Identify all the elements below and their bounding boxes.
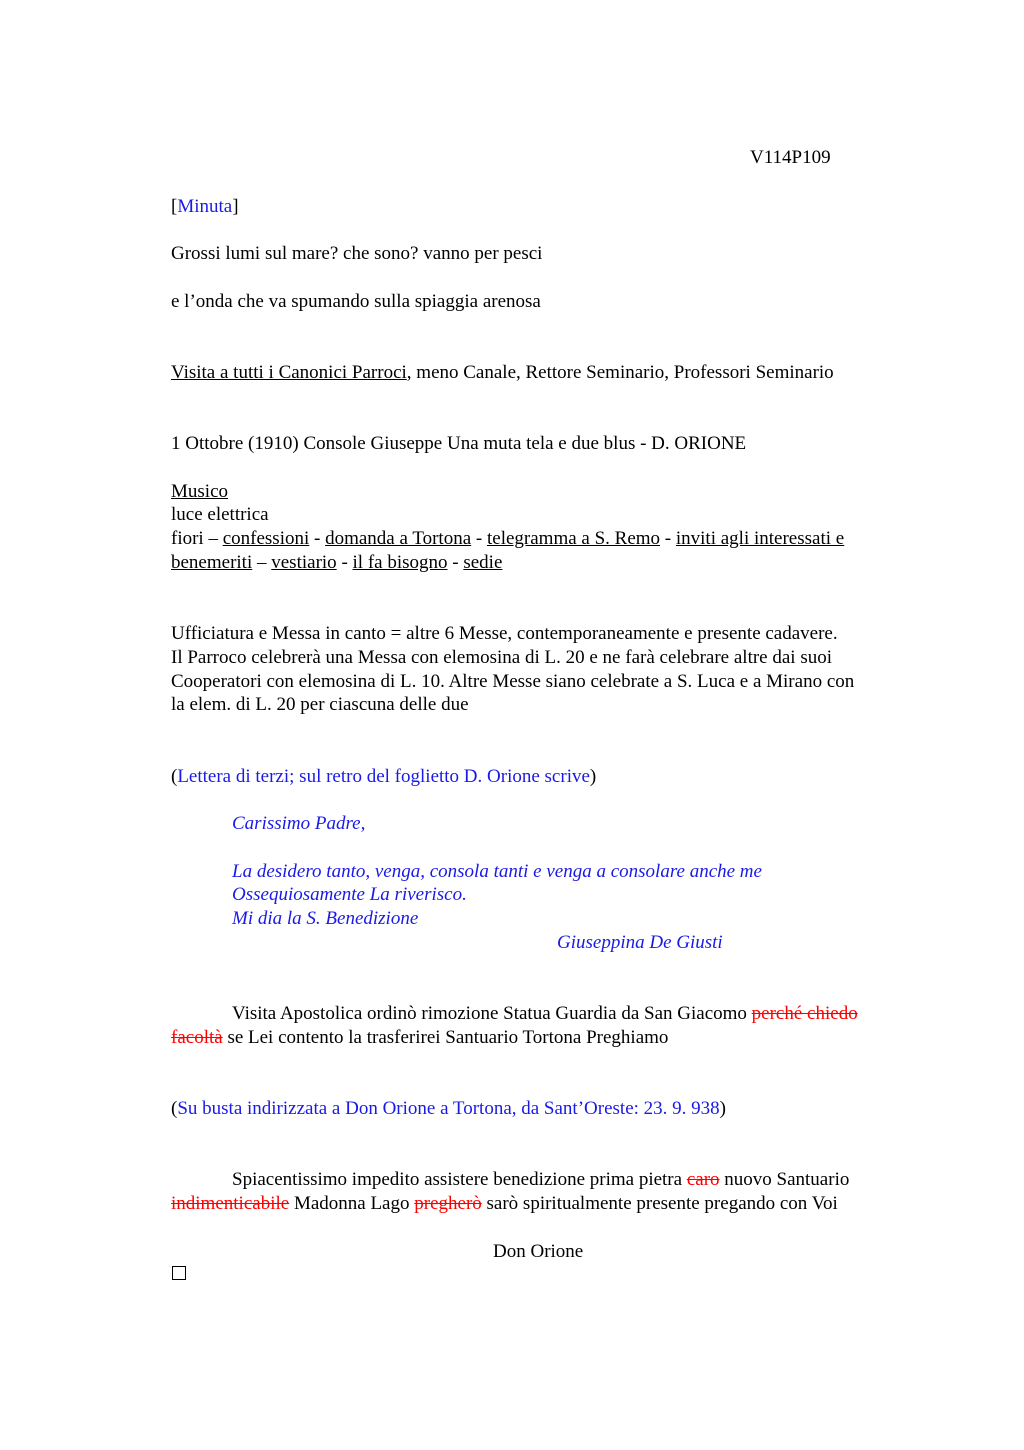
telegramma: telegramma a S. Remo [486,528,661,549]
telegram2-text: sarò spiritualmente presente pregando con Voi [481,1193,838,1214]
sedie: sedie [463,552,503,573]
telegram1-text: Visita Apostolica ordinò rimozione Statua Guardia da San Giacomo [232,1003,752,1024]
vestiario: vestiario [271,552,337,573]
ufficiatura-line-1: Ufficiatura e Messa in canto = altre 6 Messe, contemporaneamente e presente cadavere. [171,623,838,644]
separator: - [309,528,326,549]
lettera-note [171,765,596,789]
fiori-prefix: fiori – [171,528,223,549]
ottobre-line: 1 Ottobre (1910) Console Giuseppe Una muta tela e due blus - D. ORIONE [171,433,747,454]
lettera-note-text: Lettera di terzi; sul retro del foglietto D. Orione scrive [177,766,590,787]
telegram1-line-1 [232,1002,858,1026]
bracket-close: ] [232,196,239,217]
letter-line-3: Mi dia la S. Benedizione [232,908,419,929]
visita-underlined: Visita a tutti i Canonici Parroci [171,362,407,383]
separator: - [660,528,676,549]
telegram2-text: Spiacentissimo impedito assistere benedizione prima pietra [232,1169,687,1190]
telegram1-text: se Lei contento la trasferirei Santuario Tortona Preghiamo [222,1027,669,1048]
inviti: inviti agli interessati e [675,528,845,549]
benemeriti: benemeriti [171,552,253,573]
paren-open: ( [171,1098,178,1119]
struck-text: facoltà [171,1027,223,1048]
bisogno: il fa bisogno [352,552,448,573]
busta-note [171,1097,726,1121]
paren-close: ) [719,1098,726,1119]
domanda: domanda a Tortona [325,528,472,549]
telegram2-line-2 [171,1192,838,1216]
fiori-line [171,527,844,551]
minuta-heading [171,195,239,219]
visita-rest: , meno Canale, Rettore Seminario, Professori Seminario [406,362,834,383]
letter-signature: Giuseppina De Giusti [557,932,723,953]
bracket-open: [ [171,196,178,217]
separator: - [471,528,487,549]
visita-line [171,361,834,385]
poem-line-2: e l’onda che va spumando sulla spiaggia arenosa [171,291,541,312]
ufficiatura-line-2: Il Parroco celebrerà una Messa con elemosina di L. 20 e ne farà celebrare altre dai suoi [171,647,832,668]
separator: - [336,552,353,573]
checkbox-square-icon [172,1266,186,1280]
minuta-label: Minuta [177,196,233,217]
ufficiatura-line-3: Cooperatori con elemosina di L. 10. Altre Messe siano celebrate a S. Luca e a Mirano con [171,671,855,692]
poem-line-1: Grossi lumi sul mare? che sono? vanno per pesci [171,243,543,264]
telegram2-text: nuovo Santuario [719,1169,850,1190]
paren-open: ( [171,766,178,787]
letter-salutation: Carissimo Padre, [232,813,366,834]
telegram2-text: Madonna Lago [289,1193,415,1214]
separator: – [252,552,272,573]
luce-line: luce elettrica [171,504,269,525]
separator: - [447,552,464,573]
telegram1-line-2 [171,1026,668,1050]
telegram2-line-1 [232,1168,849,1192]
paren-close: ) [589,766,597,787]
benemeriti-line [171,551,502,575]
confessioni: confessioni [222,528,310,549]
closing-signature: Don Orione [493,1241,584,1262]
letter-line-2: Ossequiosamente La riverisco. [232,884,467,905]
struck-text: pregherò [414,1193,482,1214]
busta-note-text: Su busta indirizzata a Don Orione a Tortona, da Sant’Oreste: 23. 9. 938 [177,1098,720,1119]
document-reference-code: V114P109 [750,147,831,168]
letter-line-1: La desidero tanto, venga, consola tanti e venga a consolare anche me [232,861,762,882]
struck-text: caro [686,1169,720,1190]
musico-title: Musico [171,481,228,502]
ufficiatura-line-4: la elem. di L. 20 per ciascuna delle due [171,694,469,715]
struck-text: indimenticabile [171,1193,290,1214]
struck-text: perché chiedo [751,1003,858,1024]
